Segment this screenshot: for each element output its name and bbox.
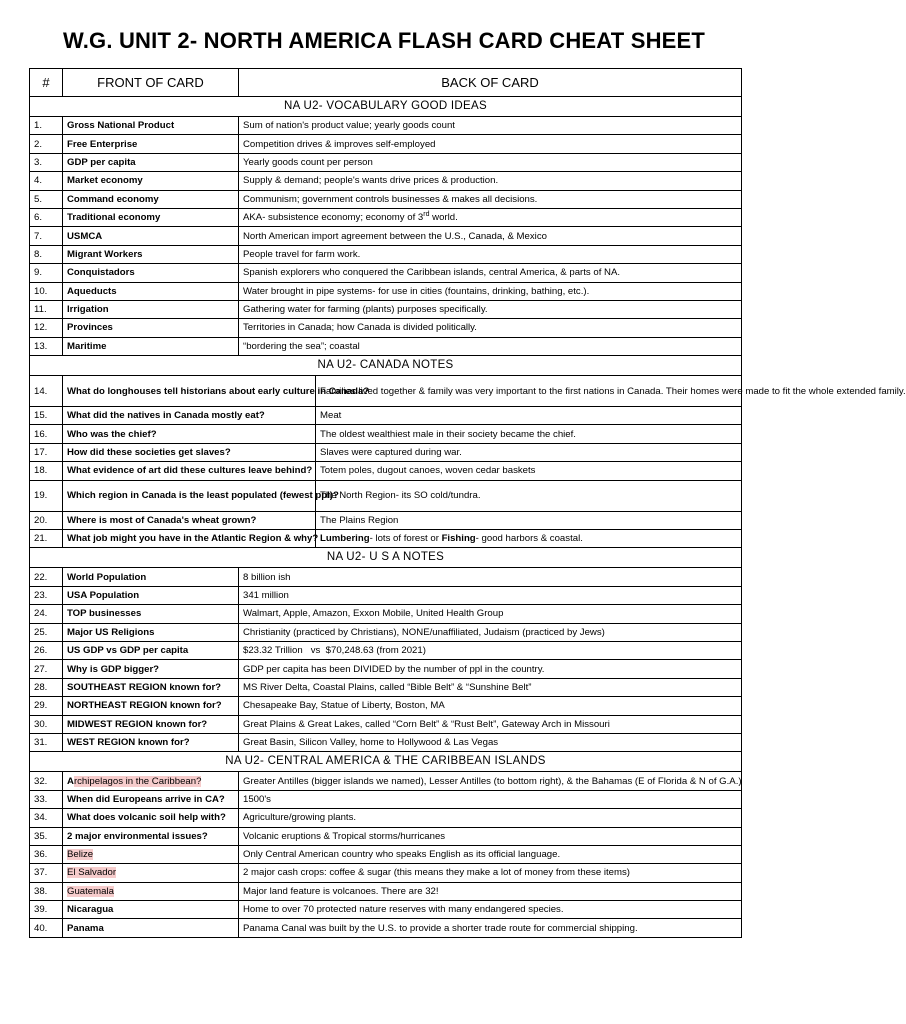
table-row: 10. Aqueducts Water brought in pipe systems- for use in cities (fountains, drinking, bathing, etc.). <box>30 282 742 300</box>
table-row: 19. Which region in Canada is the least populated (fewest ppl)? The North Region- its SO cold/tundra. <box>30 480 742 511</box>
table-row: 4. Market economy Supply & demand; people's wants drive prices & production. <box>30 172 742 190</box>
table-row: 27. Why is GDP bigger? GDP per capita has been DIVIDED by the number of ppl in the country. <box>30 660 742 678</box>
table-row: 17. How did these societies get slaves? Slaves were captured during war. <box>30 443 742 461</box>
table-row: 15. What did the natives in Canada mostly eat? Meat <box>30 407 742 425</box>
table-row: 32. Archipelagos in the Caribbean? Greater Antilles (bigger islands we named), Lesser Antilles (to bottom right), & the Bahamas (E of Florida & N of G.A.) <box>30 772 742 790</box>
table-row: 31. WEST REGION known for? Great Basin, Silicon Valley, home to Hollywood & Las Vegas <box>30 733 742 751</box>
table-row: 3. GDP per capita Yearly goods count per person <box>30 153 742 171</box>
section-vocab: NA U2- VOCABULARY GOOD IDEAS <box>30 97 742 117</box>
table-row: 1. Gross National Product Sum of nation's product value; yearly goods count <box>30 117 742 135</box>
front-cell: El Salvador <box>63 864 239 882</box>
table-row: 30. MIDWEST REGION known for? Great Plains & Great Lakes, called “Corn Belt” & “Rust Belt”, Gateway Arch in Missouri <box>30 715 742 733</box>
table-row: 6. Traditional economy AKA- subsistence economy; economy of 3rd world. <box>30 208 742 226</box>
section-central-america: NA U2- CENTRAL AMERICA & THE CARIBBEAN ISLANDS <box>30 752 742 772</box>
section-usa: NA U2- U S A NOTES <box>30 548 742 568</box>
table-row: 40. Panama Panama Canal was built by the U.S. to provide a shorter trade route for commercial shipping. <box>30 919 742 937</box>
page-title: W.G. UNIT 2- NORTH AMERICA FLASH CARD CHEAT SHEET <box>62 28 706 53</box>
table-row: 14. What do longhouses tell historians about early culture in Canada? Families lived together & family was very important to the first nations in Canada. Their homes were made to fit the whole extended family. <box>30 376 742 407</box>
table-row: 29. NORTHEAST REGION known for? Chesapeake Bay, Statue of Liberty, Boston, MA <box>30 697 742 715</box>
header-back: BACK OF CARD <box>239 69 742 97</box>
table-row: 21. What job might you have in the Atlantic Region & why? Lumbering- lots of forest or Fishing- good harbors & coastal. <box>30 530 742 548</box>
table-row: 2. Free Enterprise Competition drives & improves self-employed <box>30 135 742 153</box>
table-row: 34. What does volcanic soil help with? Agriculture/growing plants. <box>30 809 742 827</box>
table-row: 26. US GDP vs GDP per capita $23.32 Trillion vs $70,248.63 (from 2021) <box>30 641 742 659</box>
table-row: 36. Belize Only Central American country who speaks English as its official language. <box>30 845 742 863</box>
table-row: 22. World Population 8 billion ish <box>30 568 742 586</box>
table-row: 25. Major US Religions Christianity (practiced by Christians), NONE/unaffiliated, Judaism (practiced by Jews) <box>30 623 742 641</box>
table-row: 20. Where is most of Canada's wheat grown? The Plains Region <box>30 511 742 529</box>
table-row: 39. Nicaragua Home to over 70 protected nature reserves with many endangered species. <box>30 901 742 919</box>
header-front: FRONT OF CARD <box>63 69 239 97</box>
table-row: 35. 2 major environmental issues? Volcanic eruptions & Tropical storms/hurricanes <box>30 827 742 845</box>
table-row: 7. USMCA North American import agreement between the U.S., Canada, & Mexico <box>30 227 742 245</box>
table-row: 18. What evidence of art did these cultures leave behind? Totem poles, dugout canoes, woven cedar baskets <box>30 462 742 480</box>
header-num: # <box>30 69 63 97</box>
front-cell: Archipelagos in the Caribbean? <box>63 772 239 790</box>
table-row: 5. Command economy Communism; government controls businesses & makes all decisions. <box>30 190 742 208</box>
table-row: 38. Guatemala Major land feature is volcanoes. There are 32! <box>30 882 742 900</box>
table-row: 9. Conquistadors Spanish explorers who conquered the Caribbean islands, central America, & parts of NA. <box>30 264 742 282</box>
table-row: 23. USA Population 341 million <box>30 586 742 604</box>
table-row: 11. Irrigation Gathering water for farming (plants) purposes specifically. <box>30 300 742 318</box>
back-cell: Lumbering- lots of forest or Fishing- good harbors & coastal. <box>316 530 742 548</box>
table-row: 33. When did Europeans arrive in CA? 1500's <box>30 790 742 808</box>
section-canada: NA U2- CANADA NOTES <box>30 356 742 376</box>
cheat-sheet-table <box>29 68 906 938</box>
front-cell: Belize <box>63 845 239 863</box>
table-row: 24. TOP businesses Walmart, Apple, Amazon, Exxon Mobile, United Health Group <box>30 605 742 623</box>
table-row: 28. SOUTHEAST REGION known for? MS River Delta, Coastal Plains, called “Bible Belt” & “Sunshine Belt” <box>30 678 742 696</box>
back-cell: AKA- subsistence economy; economy of 3rd world. <box>239 208 742 226</box>
table-row: 8. Migrant Workers People travel for farm work. <box>30 245 742 263</box>
table-row: 16. Who was the chief? The oldest wealthiest male in their society became the chief. <box>30 425 742 443</box>
header-row <box>30 69 742 97</box>
front-cell: Guatemala <box>63 882 239 900</box>
table-row: 13. Maritime “bordering the sea”; coastal <box>30 337 742 355</box>
table-row: 12. Provinces Territories in Canada; how Canada is divided politically. <box>30 319 742 337</box>
table-row: 37. El Salvador 2 major cash crops: coffee & sugar (this means they make a lot of money from these items) <box>30 864 742 882</box>
